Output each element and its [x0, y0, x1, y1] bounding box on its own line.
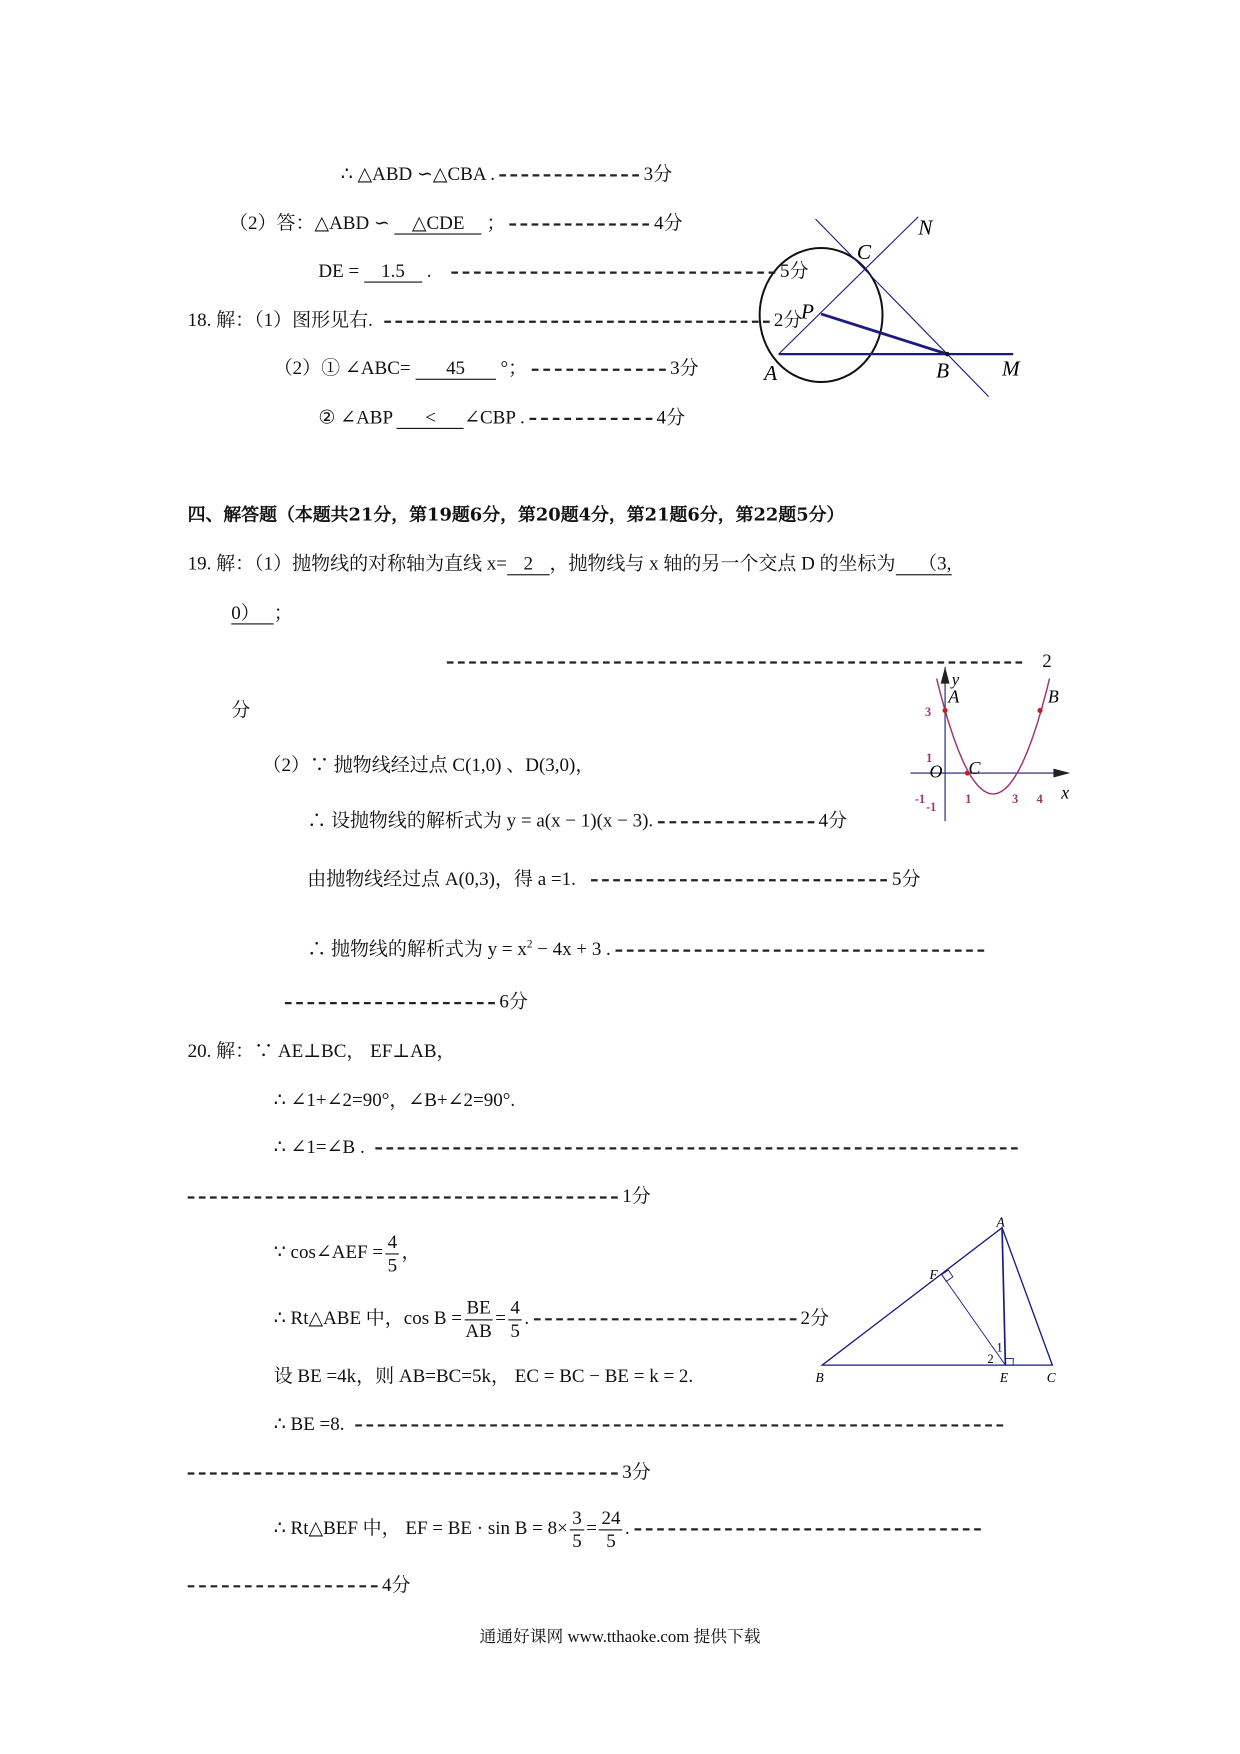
q20-line4	[188, 1185, 651, 1207]
point-a	[943, 708, 948, 713]
text: ；	[273, 602, 293, 624]
denominator: AB	[465, 1319, 492, 1342]
label-m: M	[1002, 356, 1020, 381]
q20-line1: 20. 解：∵ AE⊥BC， EF⊥AB，	[187, 1040, 456, 1062]
q19-line4: （2）∵ 抛物线经过点 C(1,0) 、D(3,0)，	[262, 754, 595, 776]
label-e: E	[999, 1369, 1009, 1385]
angle-label-1: 1	[996, 1340, 1003, 1355]
label-a: A	[948, 686, 960, 707]
fraction	[464, 1297, 493, 1343]
q19-line7	[307, 934, 988, 960]
dash-leader	[188, 1472, 618, 1474]
label-a: A	[764, 360, 778, 385]
circle-figure	[760, 216, 1021, 397]
tick-y-neg1: -1	[926, 800, 937, 815]
triangle-abc	[822, 1228, 1052, 1365]
q19-line8	[285, 991, 528, 1013]
numerator: 4	[385, 1231, 399, 1254]
score: 2分	[773, 309, 803, 331]
text: 由抛物线经过点 A(0,3)，得 a =1.	[307, 868, 576, 890]
text: ∴ BE =8.	[273, 1413, 345, 1435]
answer-blank: 0）	[231, 603, 273, 624]
score: 3分	[643, 163, 673, 185]
right-angle-e	[1005, 1358, 1013, 1365]
triangle-figure	[815, 1215, 1056, 1385]
label-o: O	[929, 761, 943, 782]
text: ∴ △ABD ∽△CBA .	[340, 163, 496, 185]
dash-leader	[376, 1147, 1018, 1149]
text: ，	[401, 1241, 421, 1263]
angle-label-2: 2	[987, 1351, 994, 1366]
footer-credit: 通通好课网 www.tthaoke.com 提供下载	[479, 1628, 761, 1647]
answer-blank: 1.5	[364, 261, 422, 282]
denominator: 5	[387, 1254, 398, 1276]
tick-x-1: 1	[965, 792, 972, 807]
tick-x-4: 4	[1036, 792, 1043, 807]
numerator: 24	[599, 1507, 622, 1530]
q20-line5	[274, 1230, 421, 1276]
denominator: 5	[572, 1530, 582, 1552]
q20-line10	[274, 1506, 985, 1552]
score: 2分	[800, 1307, 830, 1329]
tick-x-neg1: -1	[914, 792, 926, 807]
text: .	[426, 260, 432, 282]
text: .	[524, 1307, 530, 1329]
line-bc	[815, 219, 988, 397]
score: 4分	[654, 212, 683, 234]
text: 19. 解：（1）抛物线的对称轴为直线 x=	[187, 552, 507, 575]
q20-line7: 设 BE =4k，则 AB=BC=5k， EC = BC − BE = k = 2.	[273, 1365, 694, 1387]
tick-y-3: 3	[924, 705, 932, 720]
score: 3分	[622, 1461, 651, 1483]
text: DE =	[318, 260, 360, 282]
dash-leader	[447, 661, 1022, 663]
dash-leader	[615, 949, 984, 951]
fraction	[385, 1231, 399, 1277]
score: 2	[1042, 650, 1052, 672]
label-c: C	[968, 758, 981, 779]
label-x: x	[1061, 782, 1070, 803]
denominator: 5	[510, 1319, 520, 1342]
score: 4分	[656, 406, 686, 428]
text: ∵ cos∠AEF =	[273, 1241, 384, 1263]
text: 18. 解：（1）图形见右.	[187, 309, 373, 331]
q19-line5	[307, 810, 847, 832]
text: ；	[486, 212, 506, 234]
score: 1分	[622, 1185, 651, 1207]
x-arrow-icon	[1053, 769, 1070, 778]
dash-leader	[356, 1424, 1004, 1426]
text: =	[495, 1307, 506, 1329]
label-n: N	[918, 215, 933, 240]
tick-x-3: 3	[1012, 792, 1019, 807]
dash-leader	[591, 879, 887, 881]
q19-score-unit: 分	[231, 699, 251, 721]
text: （2）① ∠ABC=	[273, 357, 411, 379]
text: ∴ 抛物线的解析式为 y = x	[307, 937, 527, 960]
label-c: C	[1046, 1369, 1056, 1385]
point-b	[1037, 708, 1042, 713]
answer-blank: <	[397, 408, 464, 429]
q19-line2	[231, 602, 292, 624]
ray-an	[779, 217, 919, 354]
score: 5分	[780, 260, 809, 282]
q20-line3	[274, 1136, 1023, 1158]
text: ② ∠ABP	[318, 406, 393, 428]
label-b: B	[936, 358, 950, 383]
score: 4分	[382, 1574, 411, 1596]
text: °；	[500, 357, 528, 379]
label-p: P	[800, 299, 814, 324]
denominator: 5	[606, 1530, 616, 1552]
text: ∴ Rt△BEF 中， EF = BE · sin B = 8×	[273, 1517, 568, 1539]
dash-leader	[534, 1318, 797, 1320]
point-b	[945, 352, 949, 356]
answer-blank: 45	[415, 359, 495, 380]
fraction	[508, 1297, 522, 1343]
fraction	[599, 1507, 622, 1553]
score: 5分	[892, 868, 921, 890]
text: − 4x + 3 .	[532, 937, 611, 960]
text: ∠CBP .	[464, 406, 525, 428]
numerator: BE	[464, 1297, 493, 1320]
q19-line1	[188, 553, 952, 575]
q20-line8	[274, 1413, 1008, 1435]
exponent: 2	[526, 938, 533, 951]
q20-line11	[188, 1574, 411, 1596]
label-f: F	[929, 1267, 938, 1283]
parabola-graph	[910, 667, 1070, 821]
numerator: 3	[570, 1507, 584, 1530]
answer-blank: （3,	[896, 554, 952, 575]
dash-leader	[285, 1002, 495, 1004]
fraction	[570, 1507, 584, 1553]
score: 3分	[670, 357, 699, 379]
text: .	[624, 1517, 630, 1539]
label-y: y	[951, 669, 960, 689]
score: 4分	[818, 809, 848, 832]
answer-blank: △CDE	[395, 213, 482, 234]
dash-leader	[188, 1197, 618, 1199]
label-b: B	[1047, 686, 1059, 707]
text: ，抛物线与 x 轴的另一个交点 D 的坐标为	[549, 552, 896, 575]
score: 6分	[499, 990, 528, 1013]
q20-line9	[188, 1461, 651, 1483]
text: ∴ 设抛物线的解析式为 y = a(x − 1)(x − 3).	[307, 809, 654, 832]
q19-line3	[447, 650, 1052, 672]
q19-line6	[307, 868, 920, 890]
q20-line2: ∴ ∠1+∠2=90°，∠B+∠2=90°.	[273, 1089, 516, 1111]
text: ∴ ∠1=∠B .	[273, 1136, 365, 1158]
text: （2）答：△ABD ∽	[229, 212, 390, 234]
label-a: A	[996, 1214, 1005, 1230]
label-c: C	[856, 240, 871, 265]
dash-leader	[634, 1528, 980, 1530]
section-header: 四、解答题（本题共21分，第19题6分，第20题4分，第21题6分，第22题5分）	[187, 503, 845, 526]
dash-leader	[188, 1585, 378, 1587]
text: =	[586, 1517, 597, 1539]
text: ∴ Rt△ABE 中，cos B =	[273, 1307, 462, 1329]
answer-blank: 2	[507, 554, 549, 575]
numerator: 4	[508, 1297, 522, 1320]
tick-y-1: 1	[926, 750, 933, 765]
dash-leader	[658, 821, 814, 823]
q20-line6	[274, 1296, 829, 1342]
label-b: B	[815, 1369, 824, 1385]
